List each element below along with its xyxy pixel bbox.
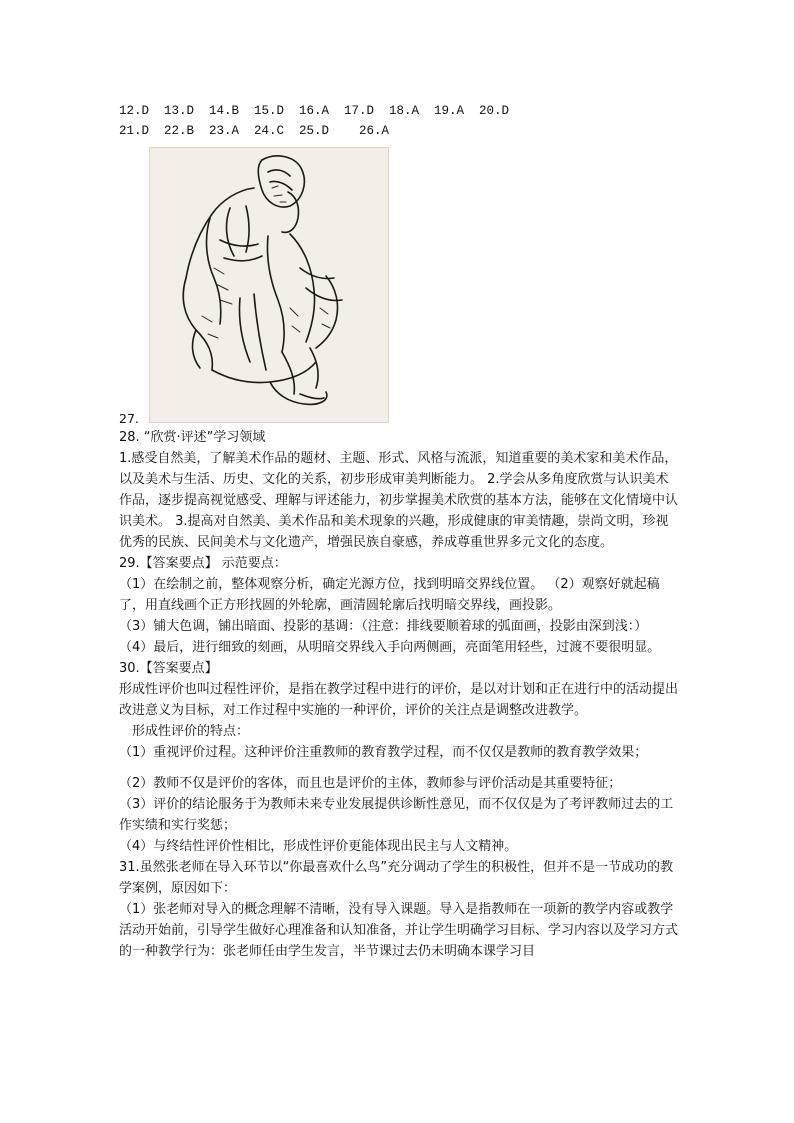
question-28-heading: 28. “欣赏·评述”学习领域: [119, 430, 266, 445]
question-30-feature-2: （2）教师不仅是评价的客体，而且也是评价的主体，教师参与评价活动是其重要特征；: [119, 776, 622, 791]
question-27-number: 27.: [119, 411, 139, 426]
question-29-point-3: （3）铺大色调，铺出暗面、投影的基调：（注意：排线要顺着球的弧面画，投影由深到浅：）: [119, 619, 648, 634]
question-30-feature-3: （3）评价的结论服务于为教师未来专业发展提供诊断性意见，而不仅仅是为了考评教师过去的工作实绩和实行奖惩；: [119, 797, 674, 833]
answer-row-2: 21.D 22.B 23.A 24.C 25.D 26.A: [119, 124, 390, 138]
paragraph-spacer: [119, 763, 679, 773]
figure-sketch-old-man: [149, 147, 389, 423]
question-30-feature-4: （4）与终结性评价性相比，形成性评价更能体现出民主与人文精神。: [119, 839, 518, 854]
question-29-heading: 29.【答案要点】 示范要点：: [119, 556, 287, 571]
question-31-point-1: （1）张老师对导入的概念理解不清晰，没有导入课题。导入是指教师在一项新的教学内容或教学活动开始前，引导学生做好心理准备和认知准备，并让学生明确学习目标、学习内容以及学习方式的一种教学行为：张老师任由学生发言，半节课过去仍未明确本课学习目: [119, 902, 679, 959]
answer-row-1: 12.D 13.D 14.B 15.D 16.A 17.D 18.A 19.A 20.D: [119, 104, 510, 118]
question-30-features-heading: 形成性评价的特点：: [132, 724, 250, 739]
question-29-point-4: （4）最后，进行细致的刻画，从明暗交界线入手向两侧画，亮面笔用轻些，过渡不要很明显。 30.【答案要点】: [119, 640, 661, 676]
ink-sketch-illustration: [150, 148, 388, 422]
question-31-intro: 31.虽然张老师在导入环节以“你最喜欢什么鸟”充分调动了学生的积极性，但并不是一节成功的教学案例，原因如下：: [119, 860, 674, 896]
question-28-body: 1.感受自然美，了解美术作品的题材、主题、形式、风格与流派，知道重要的美术家和美术作品，以及美术与生活、历史、文化的关系，初步形成审美判断能力。 2.学会从多角度欣赏与认识美术作品，逐步提高视觉感受、理解与评述能力，初步掌握美术欣赏的基本方法，能够在文化情境中认识美术。 3.提高对自然美、美术作品和美术现象的兴趣，形成健康的审美情趣，崇尚文明，珍视优秀的民族、民间美术与文化遗产，增强民族自豪感，养成尊重世界多元文化的态度。: [119, 451, 679, 550]
question-27: [119, 141, 679, 427]
answer-page: [119, 101, 679, 962]
question-30-feature-1: （1）重视评价过程。这种评价注重教师的教育教学过程，而不仅仅是教师的教育教学效果；: [119, 745, 648, 760]
question-29-point-1-2: （1）在绘制之前，整体观察分析，确定光源方位，找到明暗交界线位置。 （2）观察好就起稿了，用直线画个正方形找圆的外轮廓，画清圆轮廓后找明暗交界线，画投影。: [119, 577, 660, 613]
question-30-definition: 形成性评价也叫过程性评价，是指在教学过程中进行的评价，是以对计划和正在进行中的活动提出改进意义为目标，对工作过程中实施的一种评价，评价的关注点是调整改进教学。: [119, 682, 679, 718]
